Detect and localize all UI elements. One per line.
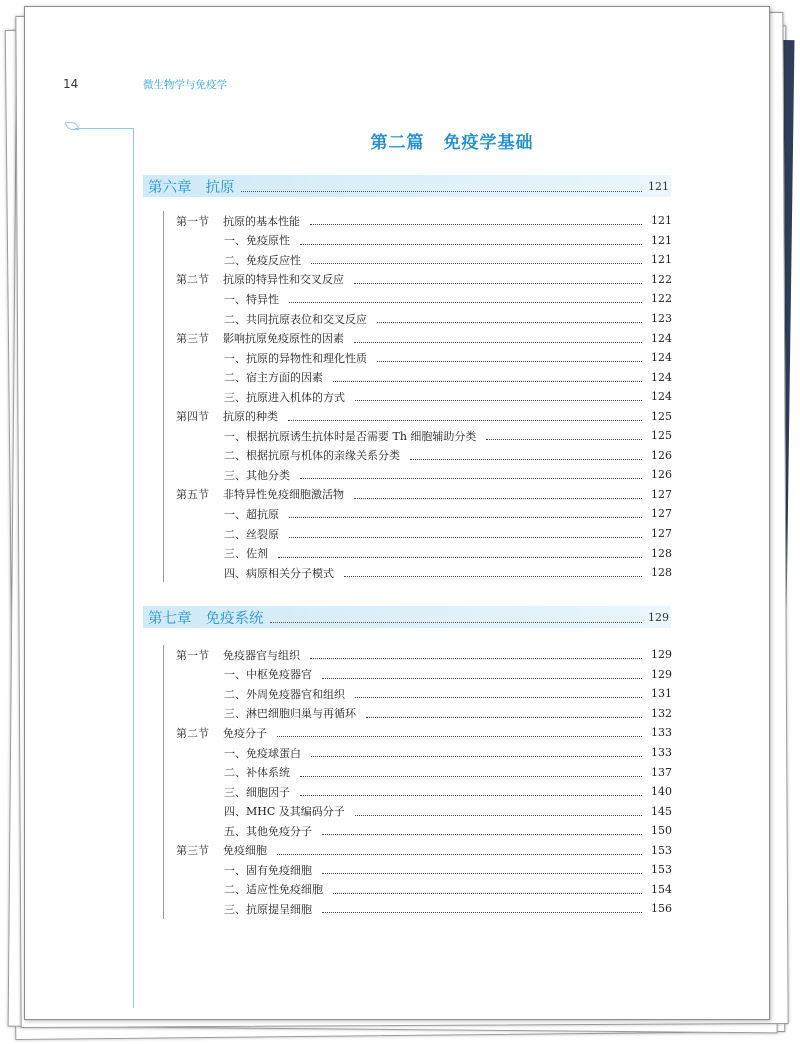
section-number: 第四节 bbox=[176, 410, 209, 424]
toc-subsection-entry[interactable] bbox=[164, 880, 672, 900]
leader-dots bbox=[410, 451, 642, 460]
entry-page: 127 bbox=[651, 507, 672, 521]
running-head: 微生物学与免疫学 bbox=[143, 79, 227, 91]
entry-title: 影响抗原免疫原性的因素 bbox=[223, 332, 344, 346]
entry-title: 三、细胞因子 bbox=[224, 785, 290, 799]
entry-page: 150 bbox=[651, 824, 672, 838]
part-label: 第二篇 bbox=[370, 133, 425, 153]
toc-subsection-entry[interactable] bbox=[164, 743, 672, 763]
toc-section-entry[interactable] bbox=[164, 840, 672, 860]
entry-page: 131 bbox=[651, 687, 672, 701]
section-list bbox=[163, 645, 672, 919]
leader-dots bbox=[354, 490, 642, 499]
leader-dots bbox=[300, 236, 642, 245]
entry-title: 一、固有免疫细胞 bbox=[224, 863, 312, 877]
chapter-heading[interactable] bbox=[143, 606, 671, 628]
entry-title: 二、丝裂原 bbox=[224, 527, 279, 541]
entry-page: 125 bbox=[651, 409, 672, 423]
entry-page: 124 bbox=[651, 351, 672, 365]
leader-dots bbox=[322, 670, 642, 679]
leader-dots bbox=[300, 787, 642, 796]
toc-subsection-entry[interactable] bbox=[164, 860, 672, 880]
entry-title: 三、抗原进入机体的方式 bbox=[224, 390, 345, 404]
entry-title: 一、免疫球蛋白 bbox=[224, 746, 301, 760]
entry-title: 免疫分子 bbox=[223, 726, 267, 740]
leader-dots bbox=[300, 768, 642, 777]
entry-title: 一、超抗原 bbox=[224, 507, 279, 521]
entry-title: 免疫细胞 bbox=[223, 844, 267, 858]
toc-subsection-entry[interactable] bbox=[164, 289, 672, 309]
part-title bbox=[135, 128, 769, 153]
leader-dots bbox=[354, 275, 642, 284]
entry-page: 129 bbox=[651, 667, 672, 681]
section-number: 第五节 bbox=[176, 488, 209, 502]
toc-subsection-entry[interactable] bbox=[164, 782, 672, 802]
entry-title: 四、MHC 及其编码分子 bbox=[224, 805, 345, 819]
toc-section-entry[interactable] bbox=[164, 485, 672, 505]
leader-dots bbox=[366, 709, 642, 718]
entry-title: 三、抗原提呈细胞 bbox=[224, 902, 312, 916]
entry-page: 126 bbox=[651, 448, 672, 462]
toc-section-entry[interactable] bbox=[164, 270, 672, 290]
entry-title: 五、其他免疫分子 bbox=[224, 824, 312, 838]
toc-section-entry[interactable] bbox=[164, 406, 672, 426]
entry-title: 一、根据抗原诱生抗体时是否需要 Th 细胞辅助分类 bbox=[224, 429, 477, 443]
toc-subsection-entry[interactable] bbox=[164, 465, 672, 485]
toc-subsection-entry[interactable] bbox=[164, 348, 672, 368]
chapter-title: 抗原 bbox=[205, 179, 235, 196]
toc-subsection-entry[interactable] bbox=[164, 704, 672, 724]
entry-title: 二、外周免疫器官和组织 bbox=[224, 687, 345, 701]
entry-title: 三、佐剂 bbox=[224, 547, 268, 561]
leader-dots bbox=[377, 314, 642, 323]
entry-page: 153 bbox=[651, 863, 672, 877]
entry-page: 124 bbox=[651, 331, 672, 345]
toc-section-entry[interactable] bbox=[164, 645, 672, 665]
entry-title: 一、特异性 bbox=[224, 292, 279, 306]
chapter-page: 121 bbox=[648, 179, 669, 193]
entry-title: 三、其他分类 bbox=[224, 468, 290, 482]
toc-subsection-entry[interactable] bbox=[164, 309, 672, 329]
entry-title: 二、适应性免疫细胞 bbox=[224, 883, 323, 897]
entry-page: 124 bbox=[651, 390, 672, 404]
part-name: 免疫学基础 bbox=[443, 133, 534, 153]
entry-title: 二、宿主方面的因素 bbox=[224, 371, 323, 385]
entry-page: 127 bbox=[651, 527, 672, 541]
entry-title: 二、补体系统 bbox=[224, 766, 290, 780]
entry-title: 二、共同抗原表位和交叉反应 bbox=[224, 312, 367, 326]
margin-rule bbox=[133, 128, 134, 1008]
entry-title: 免疫器官与组织 bbox=[223, 648, 300, 662]
entry-page: 122 bbox=[651, 292, 672, 306]
toc-subsection-entry[interactable] bbox=[164, 387, 672, 407]
leader-dots bbox=[333, 885, 642, 894]
toc-subsection-entry[interactable] bbox=[164, 899, 672, 919]
entry-title: 抗原的特异性和交叉反应 bbox=[223, 273, 344, 287]
entry-title: 一、免疫原性 bbox=[224, 234, 290, 248]
entry-title: 抗原的种类 bbox=[223, 410, 278, 424]
leader-dots bbox=[289, 294, 642, 303]
entry-page: 145 bbox=[651, 804, 672, 818]
toc-subsection-entry[interactable] bbox=[164, 524, 672, 544]
leader-dots bbox=[377, 353, 642, 362]
toc-subsection-entry[interactable] bbox=[164, 426, 672, 446]
section-number: 第三节 bbox=[176, 844, 209, 858]
entry-page: 121 bbox=[651, 253, 672, 267]
entry-title: 抗原的基本性能 bbox=[223, 214, 300, 228]
toc-subsection-entry[interactable] bbox=[164, 446, 672, 466]
section-number: 第三节 bbox=[176, 332, 209, 346]
margin-rule bbox=[75, 128, 133, 129]
chapter-heading[interactable] bbox=[143, 175, 671, 197]
entry-page: 137 bbox=[651, 765, 672, 779]
leader-dots bbox=[277, 728, 642, 737]
toc-subsection-entry[interactable] bbox=[164, 543, 672, 563]
leader-dots bbox=[333, 373, 642, 382]
entry-page: 122 bbox=[651, 272, 672, 286]
leader-dots bbox=[241, 181, 643, 192]
leader-dots bbox=[289, 529, 642, 538]
toc-section-entry[interactable] bbox=[164, 211, 672, 231]
leader-dots bbox=[354, 334, 642, 343]
entry-page: 128 bbox=[651, 546, 672, 560]
entry-page: 128 bbox=[651, 566, 672, 580]
leader-dots bbox=[310, 650, 642, 659]
entry-page: 129 bbox=[651, 648, 672, 662]
leader-dots bbox=[311, 255, 642, 264]
entry-page: 121 bbox=[651, 233, 672, 247]
leader-dots bbox=[277, 846, 642, 855]
entry-page: 121 bbox=[651, 214, 672, 228]
toc-subsection-entry[interactable] bbox=[164, 665, 672, 685]
toc-subsection-entry[interactable] bbox=[164, 367, 672, 387]
section-number: 第二节 bbox=[176, 273, 209, 287]
entry-title: 二、免疫反应性 bbox=[224, 253, 301, 267]
entry-page: 132 bbox=[651, 706, 672, 720]
section-list bbox=[163, 211, 672, 582]
entry-page: 156 bbox=[651, 902, 672, 916]
entry-page: 125 bbox=[651, 429, 672, 443]
entry-title: 三、淋巴细胞归巢与再循环 bbox=[224, 707, 356, 721]
leader-dots bbox=[311, 748, 642, 757]
leader-dots bbox=[355, 392, 642, 401]
entry-page: 126 bbox=[651, 468, 672, 482]
toc-subsection-entry[interactable] bbox=[164, 231, 672, 251]
leader-dots bbox=[270, 612, 643, 623]
toc-page bbox=[24, 6, 770, 1020]
entry-title: 一、中枢免疫器官 bbox=[224, 668, 312, 682]
toc-subsection-entry[interactable] bbox=[164, 563, 672, 583]
toc-subsection-entry[interactable] bbox=[164, 821, 672, 841]
chapter-number: 第六章 bbox=[148, 179, 192, 196]
leader-dots bbox=[278, 549, 642, 558]
section-number: 第一节 bbox=[176, 214, 209, 228]
toc-subsection-entry[interactable] bbox=[164, 762, 672, 782]
entry-page: 154 bbox=[651, 882, 672, 896]
entry-title: 二、根据抗原与机体的亲缘关系分类 bbox=[224, 449, 400, 463]
page-number: 14 bbox=[63, 77, 79, 91]
entry-page: 133 bbox=[651, 726, 672, 740]
leader-dots bbox=[322, 865, 642, 874]
leader-dots bbox=[300, 470, 642, 479]
leader-dots bbox=[344, 568, 642, 577]
toc-subsection-entry[interactable] bbox=[164, 250, 672, 270]
entry-title: 四、病原相关分子模式 bbox=[224, 566, 334, 580]
chapter-number: 第七章 bbox=[148, 610, 192, 627]
chapter-page: 129 bbox=[648, 610, 669, 624]
entry-page: 124 bbox=[651, 370, 672, 384]
toc-subsection-entry[interactable] bbox=[164, 684, 672, 704]
leader-dots bbox=[288, 412, 642, 421]
leader-dots bbox=[486, 431, 642, 440]
leader-dots bbox=[355, 689, 642, 698]
entry-page: 133 bbox=[651, 746, 672, 759]
toc-section-entry[interactable] bbox=[164, 723, 672, 743]
chapter-title: 免疫系统 bbox=[205, 610, 264, 627]
leader-dots bbox=[289, 509, 642, 518]
entry-title: 一、抗原的异物性和理化性质 bbox=[224, 351, 367, 365]
leader-dots bbox=[355, 807, 642, 816]
leader-dots bbox=[322, 826, 642, 835]
entry-page: 123 bbox=[651, 312, 672, 325]
toc-subsection-entry[interactable] bbox=[164, 801, 672, 821]
toc-subsection-entry[interactable] bbox=[164, 504, 672, 524]
leader-dots bbox=[310, 216, 642, 225]
section-number: 第二节 bbox=[176, 726, 209, 740]
entry-page: 153 bbox=[651, 843, 672, 857]
entry-page: 127 bbox=[651, 487, 672, 501]
section-number: 第一节 bbox=[176, 648, 209, 662]
toc-section-entry[interactable] bbox=[164, 328, 672, 348]
entry-page: 140 bbox=[651, 785, 672, 799]
entry-title: 非特异性免疫细胞激活物 bbox=[223, 488, 344, 502]
leader-dots bbox=[322, 904, 642, 913]
